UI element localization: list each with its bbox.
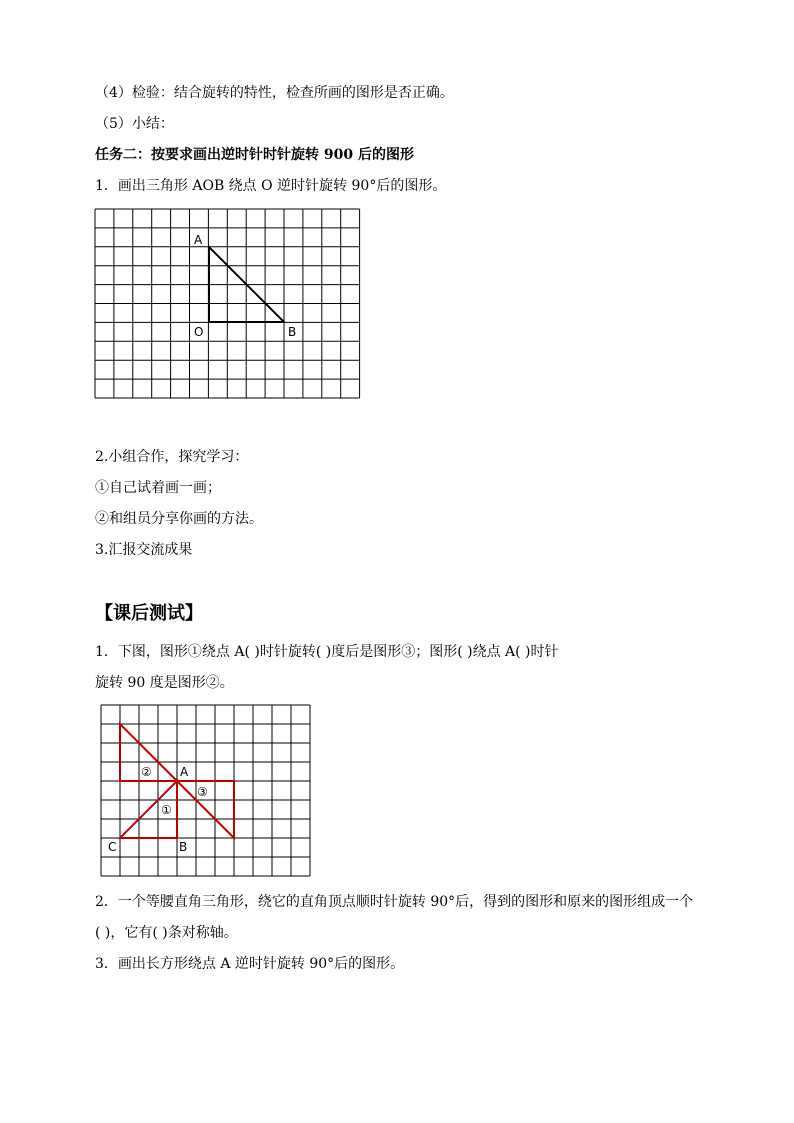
group-title: 2.小组合作，探究学习： [95, 449, 249, 465]
label-b: B [179, 840, 188, 854]
report-text: 3.汇报交流成果 [95, 542, 193, 558]
test-question-1-line1: 1．下图，图形①绕点 A( )时针旋转( )度后是图形③；图形( )绕点 A( )时针 [95, 644, 559, 660]
figure1-grid-triangle [95, 209, 361, 398]
test-section-title: 【课后测试】 [95, 603, 203, 624]
figure2-grid-rotations [101, 705, 310, 876]
label-a: A [180, 765, 189, 779]
test-question-2-line1: 2．一个等腰直角三角形，绕它的直角顶点顺时针旋转 90°后，得到的图形和原来的图形组成一个 [95, 894, 694, 910]
test-question-1-line2: 旋转 90 度是图形②。 [95, 675, 234, 691]
step5-text: （5）小结： [95, 116, 174, 132]
label-b: B [288, 325, 297, 339]
shape-1-number: ① [161, 803, 172, 817]
label-o: O [194, 325, 204, 339]
test-question-3: 3．画出长方形绕点 A 逆时针旋转 90°后的图形。 [95, 956, 405, 972]
label-a: A [194, 233, 203, 247]
shape-3-number: ③ [197, 785, 208, 799]
label-c: C [108, 840, 117, 854]
step4-text: （4）检验：结合旋转的特性，检查所画的图形是否正确。 [95, 85, 454, 101]
test-question-2-line2: ( )，它有( )条对称轴。 [95, 925, 238, 941]
group-item-2: ②和组员分享你画的方法。 [95, 511, 263, 527]
task2-title: 任务二：按要求画出逆时针时针旋转 900 后的图形 [95, 147, 414, 163]
group-item-1: ①自己试着画一画； [95, 480, 221, 496]
shape-2-number: ② [141, 765, 152, 779]
task2-question-1: 1．画出三角形 AOB 绕点 O 逆时针旋转 90°后的图形。 [95, 178, 447, 194]
